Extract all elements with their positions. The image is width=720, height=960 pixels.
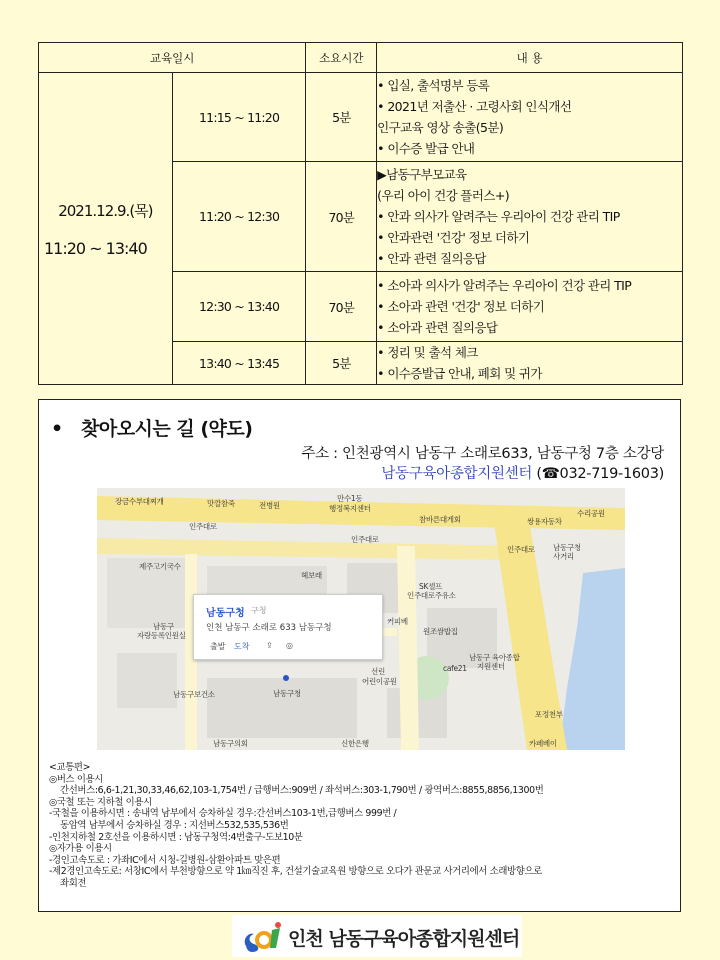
row-time: 13:40 ~ 13:45 — [172, 342, 306, 385]
content-line: • 2021년 저출산 · 고령사회 인식개선 — [377, 99, 572, 114]
header-content: 내 용 — [377, 43, 683, 73]
map-place-popup[interactable] — [193, 594, 383, 660]
content-line: (우리 아이 건강 플러스+) — [377, 188, 509, 203]
row-duration: 70분 — [306, 272, 377, 342]
map-label: cafe21 — [443, 664, 467, 673]
content-line: • 안과 의사가 알려주는 우리아이 건강 관리 TIP — [377, 209, 620, 224]
row-duration: 70분 — [306, 162, 377, 272]
map-label: 참바른대게회 — [419, 515, 461, 524]
map-label: 어린이공원 — [362, 677, 397, 686]
center-name: 남동구육아종합지원센터 — [381, 466, 533, 482]
center-logo — [232, 915, 522, 957]
row-content — [377, 73, 683, 162]
map-label: 전병원 — [259, 501, 280, 510]
map-label: 제주고기국수 — [139, 562, 181, 571]
map-label: 남동구보건소 — [173, 690, 215, 699]
location-pin-icon[interactable]: ◎ — [286, 641, 293, 650]
row-content — [377, 342, 683, 385]
session-date-cell — [39, 73, 173, 385]
content-line: • 입실, 출석명부 등록 — [377, 78, 490, 93]
content-line: 인구교육 영상 송출(5분) — [377, 120, 504, 135]
share-icon[interactable]: ⇪ — [266, 641, 273, 650]
transport-line: 좌회전 — [60, 877, 87, 889]
row-time: 11:15 ~ 11:20 — [172, 73, 306, 162]
map-label: 행정복지센터 — [329, 504, 371, 513]
content-line: • 정리 및 출석 체크 — [377, 345, 478, 360]
row-time: 12:30 ~ 13:40 — [172, 272, 306, 342]
transport-line: 동암역 남부에서 승차하실 경우 : 지선버스532,535,536번 — [60, 819, 289, 831]
center-phone: (☎032-719-1603) — [536, 466, 664, 482]
map-label: 남동구청 — [553, 543, 581, 552]
content-line: • 소아과 관련 '건강' 정보 더하기 — [377, 299, 545, 314]
directions-title — [51, 414, 252, 441]
content-line: • 안과 관련 질의응답 — [377, 251, 486, 266]
transport-line: -경인고속도로 : 가좌IC에서 시청-길병원-삼환아파트 맞은편 — [49, 854, 281, 866]
address-text: 주소 : 인천광역시 남동구 소래로633, 남동구청 7층 소강당 — [301, 446, 664, 462]
row-time: 11:20 ~ 12:30 — [172, 162, 306, 272]
map-label: 쌍용자동차 — [527, 517, 562, 526]
content-line: • 안과관련 '건강' 정보 더하기 — [377, 230, 530, 245]
arrive-button[interactable]: 도착 — [234, 642, 250, 651]
map-label: 포정천부 — [535, 710, 563, 719]
map-label: 수리공원 — [577, 509, 605, 518]
title-bullet: • — [51, 418, 63, 440]
map-label: 인주대로 — [507, 545, 535, 554]
table-row — [39, 73, 683, 162]
transport-line: <교통편> — [49, 762, 91, 773]
depart-button[interactable]: 출발 — [210, 642, 226, 651]
location-map[interactable] — [97, 488, 625, 750]
row-duration: 5분 — [306, 342, 377, 385]
transport-line: 간선버스:6,6-1,21,30,33,46,62,103-1,754번 / 급행버스:909번 / 좌석버스:303-1,790번 / 광역버스:8855,8856,1300번 — [60, 785, 544, 797]
content-line: • 이수증발급 안내, 폐회 및 귀가 — [377, 366, 542, 381]
transport-info — [49, 762, 674, 890]
map-label: 남동구의회 — [213, 739, 248, 748]
map-label: 지원센터 — [477, 662, 505, 671]
transport-line: -국철을 이용하시면 : 송내역 남부에서 승차하실 경우:간선버스103-1번,급행버스 999번 / — [49, 808, 397, 820]
transport-line: ◎버스 이용시 — [49, 773, 103, 785]
schedule-table — [38, 42, 683, 385]
transport-line: ◎국철 또는 지하철 이용시 — [49, 796, 152, 808]
map-label: 신한은행 — [341, 739, 369, 748]
content-line: • 소아과 의사가 알려주는 우리아이 건강 관리 TIP — [377, 278, 632, 293]
map-label: 인주대로 — [189, 522, 217, 531]
transport-line: -제2경인고속도로: 서창IC에서 부천방향으로 약 1㎞직진 후, 건설기술교육원 방향으로 오다가 관문교 사거리에서 소래방향으로 — [49, 866, 542, 878]
transport-line: ◎자가용 이용시 — [49, 843, 112, 855]
map-label: 만수1동 — [337, 494, 363, 503]
directions-title-text: 찾아오시는 길 (약도) — [81, 418, 253, 440]
place-address: 인천 남동구 소래로 633 남동구청 — [206, 623, 332, 633]
row-duration: 5분 — [306, 73, 377, 162]
map-label: 남동구청 — [273, 689, 301, 698]
map-label: 원조쌈밥집 — [423, 627, 458, 636]
place-type: 구청 — [251, 606, 267, 615]
center-contact — [301, 464, 664, 484]
address-block — [301, 444, 664, 484]
center-logo-icon — [240, 920, 284, 954]
row-content — [377, 272, 683, 342]
content-line: • 이수증 발급 안내 — [377, 141, 475, 156]
map-label: 커피베 — [387, 617, 408, 626]
content-line: ▶남동구부모교육 — [377, 167, 467, 182]
table-header-row — [39, 43, 683, 73]
map-label: 자랑등록인원실 — [137, 631, 186, 640]
map-label: 남동구 — [153, 622, 174, 631]
transport-line: -인천지하철 2호선을 이용하시면 : 남동구청역:4번출구-도보10분 — [49, 831, 303, 843]
session-time-range: 11:20 ~ 13:40 — [43, 238, 147, 258]
center-logo-text: 인천 남동구육아종합지원센터 — [288, 928, 520, 950]
map-label: 헤보래 — [301, 571, 322, 580]
header-duration: 소요시간 — [306, 43, 377, 73]
place-name[interactable]: 남동구청 — [206, 608, 245, 619]
map-label: 남동구 육아종합 — [469, 653, 520, 662]
directions-box — [38, 399, 681, 912]
map-label: 맛깔참죽 — [207, 499, 235, 508]
map-label: 장금수부대찌개 — [115, 497, 164, 506]
content-line: • 소아과 관련 질의응답 — [377, 320, 498, 335]
row-content — [377, 162, 683, 272]
session-date: 2021.12.9.(목) — [58, 201, 153, 220]
header-date: 교육일시 — [39, 43, 306, 73]
map-label: 인주대로 — [351, 535, 379, 544]
map-label: 카페베이 — [529, 739, 557, 748]
map-label: SK셀프 — [419, 582, 442, 591]
map-label: 인주대로주유소 — [407, 591, 456, 600]
map-label: 사거리 — [553, 552, 574, 561]
map-label: 선린 — [371, 667, 385, 676]
